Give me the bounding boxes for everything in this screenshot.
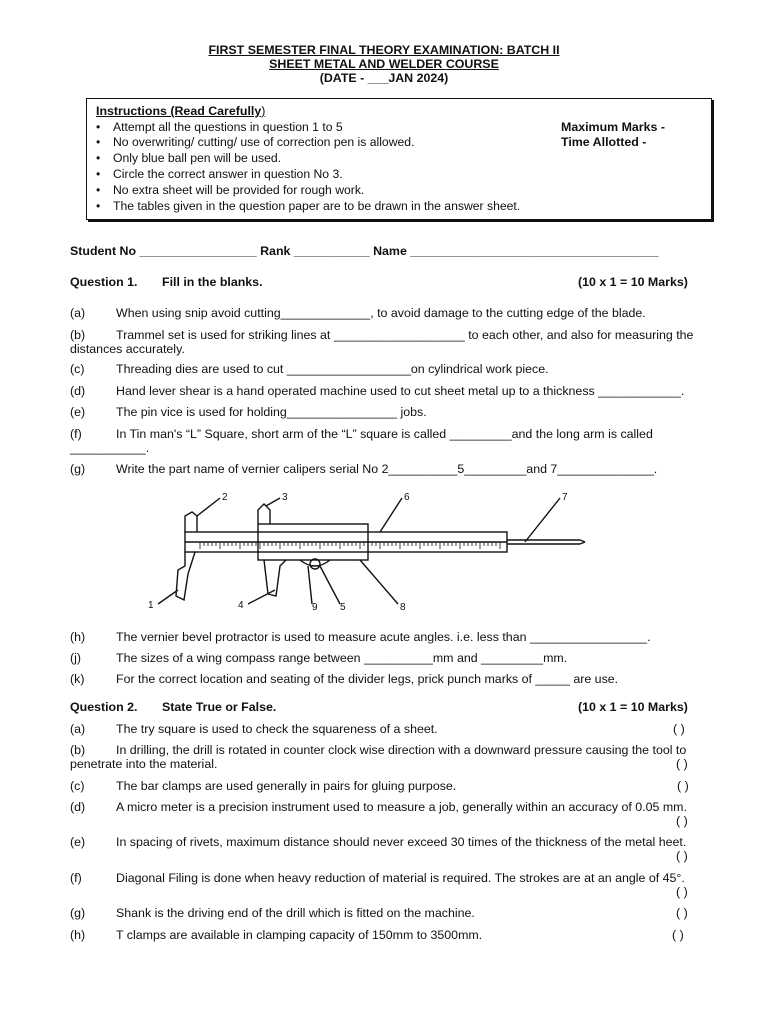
q2-item-label: (h) [70,928,86,942]
maximum-marks: Maximum Marks - [561,120,665,134]
q2-item-text: A micro meter is a precision instrument used to measure a job, generally within an accuracy of 0.05 mm. [116,800,687,814]
q1-item-label: (e) [70,405,86,419]
q1-item-label: (b) [70,328,86,342]
q1-item-text: When using snip avoid cutting_____________, to avoid damage to the cutting edge of the blade. [116,306,646,320]
q1-item-text: Write the part name of vernier calipers serial No 2__________5_________and 7______________. [116,462,658,476]
q2-item-text: Shank is the driving end of the drill which is fitted on the machine. [116,906,475,920]
q1-item-continuation: distances accurately. [70,342,185,356]
q1-item-text: Hand lever shear is a hand operated machine used to cut sheet metal up to a thickness ____________. [116,384,685,398]
q2-item-label: (c) [70,779,85,793]
diagram-label-5: 5 [340,602,346,613]
q1-item-label: (h) [70,630,86,644]
instruction-item: • The tables given in the question paper are to be drawn in the answer sheet. [96,199,521,213]
q1-item-text: The vernier bevel protractor is used to measure acute angles. i.e. less than _________________. [116,630,651,644]
answer-blank: ( ) [676,757,688,771]
q1-marks: (10 x 1 = 10 Marks) [578,275,688,289]
q1-item-label: (a) [70,306,86,320]
q2-item-text: Diagonal Filing is done when heavy reduction of material is required. The strokes are at an angle of 45°. [116,871,685,885]
q1-item-label: (d) [70,384,86,398]
q2-instruction: State True or False. [162,700,277,714]
q1-item-label: (f) [70,427,82,441]
q2-marks: (10 x 1 = 10 Marks) [578,700,688,714]
time-allotted: Time Allotted - [561,135,647,149]
instruction-item: • No extra sheet will be provided for rough work. [96,183,365,197]
q1-item-text: The sizes of a wing compass range between __________mm and _________mm. [116,651,568,665]
diagram-label-4: 4 [238,600,244,611]
diagram-label-7: 7 [562,492,568,503]
q2-item-continuation: penetrate into the material. [70,757,218,771]
instruction-item: • Circle the correct answer in question No 3. [96,167,343,181]
instructions-title: Instructions (Read Carefully) [96,104,266,118]
q1-item-text: In Tin man's “L” Square, short arm of the “L” square is called _________and the long arm is called [116,427,653,441]
answer-blank: ( ) [673,722,685,736]
q2-number: Question 2. [70,700,138,714]
q2-item-label: (a) [70,722,86,736]
instruction-item: • No overwriting/ cutting/ use of correction pen is allowed. [96,135,415,149]
diagram-label-9: 9 [312,602,318,613]
q2-item-label: (f) [70,871,82,885]
q2-item-label: (e) [70,835,86,849]
q1-item-text: Trammel set is used for striking lines at ___________________ to each other, and also for measuring the [116,328,694,342]
answer-blank: ( ) [672,928,684,942]
q2-item-label: (g) [70,906,86,920]
answer-blank: ( ) [676,849,688,863]
q1-item-text: The pin vice is used for holding________________ jobs. [116,405,427,419]
answer-blank: ( ) [677,779,689,793]
q1-item-label: (j) [70,651,82,665]
answer-blank: ( ) [676,906,688,920]
q1-item-continuation: ___________. [70,441,150,455]
q1-item-label: (c) [70,362,85,376]
q2-item-label: (d) [70,800,86,814]
q1-item-text: For the correct location and seating of the divider legs, prick punch marks of _____ are use. [116,672,619,686]
q1-number: Question 1. [70,275,138,289]
diagram-label-3: 3 [282,492,288,503]
q1-item-label: (g) [70,462,86,476]
course-title: SHEET METAL AND WELDER COURSE [269,57,499,71]
diagram-label-1: 1 [148,600,154,611]
student-info-line: Student No _________________ Rank ___________ Name ____________________________________ [70,244,659,258]
q1-instruction: Fill in the blanks. [162,275,263,289]
q2-item-text: The try square is used to check the squareness of a sheet. [116,722,438,736]
vernier-caliper-diagram [140,486,590,616]
q1-item-text: Threading dies are used to cut __________________on cylindrical work piece. [116,362,549,376]
instruction-item: • Attempt all the questions in question 1 to 5 [96,120,343,134]
q1-item-label: (k) [70,672,85,686]
q2-item-text: In spacing of rivets, maximum distance should never exceed 30 times of the thickness of the metal heet. [116,835,687,849]
diagram-label-2: 2 [222,492,228,503]
exam-date: (DATE - ___JAN 2024) [319,71,449,85]
instruction-item: • Only blue ball pen will be used. [96,151,282,165]
diagram-label-8: 8 [400,602,406,613]
q2-item-text: The bar clamps are used generally in pairs for gluing purpose. [116,779,457,793]
q2-item-text: T clamps are available in clamping capacity of 150mm to 3500mm. [116,928,483,942]
diagram-label-6: 6 [404,492,410,503]
q2-item-text: In drilling, the drill is rotated in counter clock wise direction with a downward pressure causing the tool to [116,743,687,757]
exam-title: FIRST SEMESTER FINAL THEORY EXAMINATION: BATCH II [208,43,560,57]
instructions-box [86,98,712,220]
answer-blank: ( ) [676,814,688,828]
q2-item-label: (b) [70,743,86,757]
answer-blank: ( ) [676,885,688,899]
